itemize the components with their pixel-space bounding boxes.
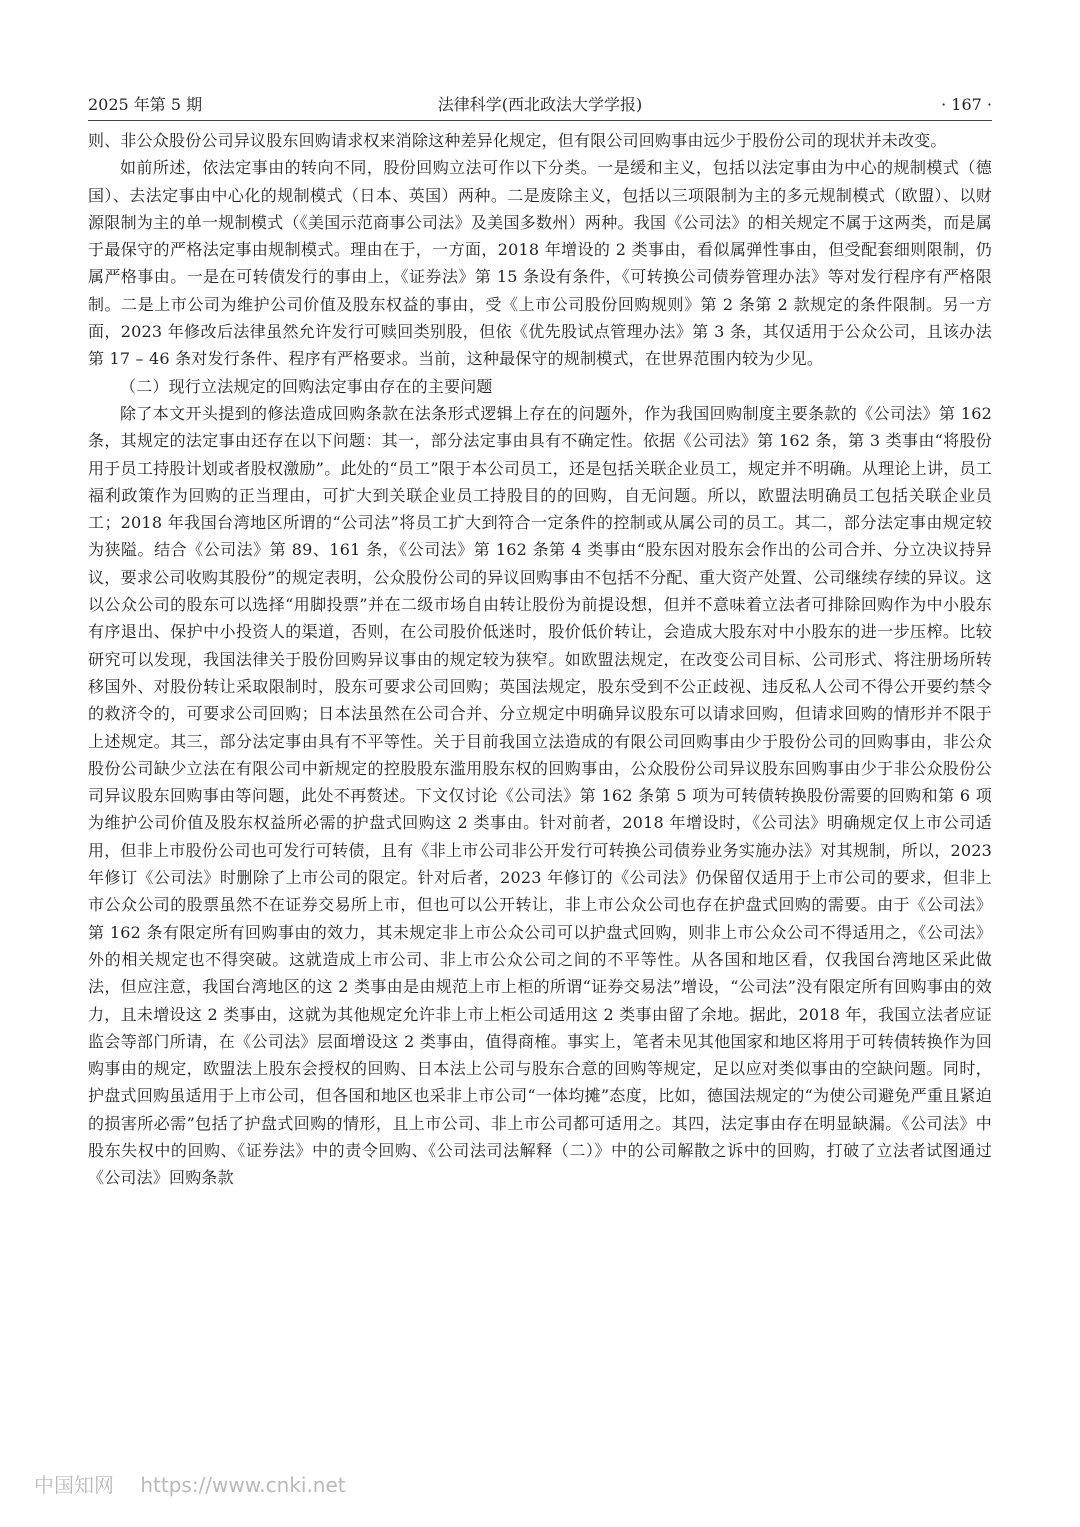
journal-title: 法律科学(西北政法大学学报) [437,95,643,114]
running-header [88,90,992,120]
paragraph-classification: 如前所述，依法定事由的转向不同，股份回购立法可作以下分类。一是缓和主义，包括以法定事由为中心的规制模式（德国）、去法定事由中心化的规制模式（日本、英国）两种。二是废除主义，包括以三项限制为主的多元规制模式（欧盟）、以财源限制为主的单一规制模式（《美国示范商事公司法》及美国多数州）两种。我国《公司法》的相关规定不属于这两类，而是属于最保守的严格法定事由规制模式。理由在于，一方面，2018 年增设的 2 类事由，看似属弹性事由，但受配套细则限制，仍属严格事由。一是在可转债发行的事由上，《证券法》第 15 条设有条件，《可转换公司债券管理办法》等对发行程序有严格限制。二是上市公司为维护公司价值及股东权益的事由，受《上市公司股份回购规则》第 2 条第 2 款规定的条件限制。另一方面，2023 年修改后法律虽然允许发行可赎回类别股，但依《优先股试点管理办法》第 3 条，其仅适用于公众公司，且该办法第 17 – 46 条对发行条件、程序有严格要求。当前，这种最保守的规制模式，在世界范围内较为少见。 [88,158,992,369]
site-url-watermark: https://www.cnki.net [140,1473,346,1497]
section-heading: （二）现行立法规定的回购法定事由存在的主要问题 [120,376,493,396]
article-body [88,127,992,1192]
page-number: · 167 · [941,95,992,114]
paragraph-continuation: 则、非公众股份公司异议股东回购请求权来消除这种差异化规定，但有限公司回购事由远少于股份公司的现状并未改变。 [88,131,947,150]
paragraph-problems: 除了本文开头提到的修法造成回购条款在法条形式逻辑上存在的问题外，作为我国回购制度主要条款的《公司法》第 162 条，其规定的法定事由还存在以下问题：其一，部分法定事由具有不确定性。依据《公司法》第 162 条，第 3 类事由“将股份用于员工持股计划或者股权激励”。此处的“员工”限于本公司员工，还是包括关联企业员工，规定并不明确。从理论上讲，员工福利政策作为回购的正当理由，可扩大到关联企业员工持股目的的回购，自无问题。所以，欧盟法明确员工包括关联企业员工；2018 年我国台湾地区所谓的“公司法”将员工扩大到符合一定条件的控制或从属公司的员工。其二，部分法定事由规定较为狭隘。结合《公司法》第 89、161 条，《公司法》第 162 条第 4 类事由“股东因对股东会作出的公司合并、分立决议持异议，要求公司收购其股份”的规定表明，公众股份公司的异议回购事由不包括不分配、重大资产处置、公司继续存续的异议。这以公众公司的股东可以选择“用脚投票”并在二级市场自由转让股份为前提设想，但并不意味着立法者可排除回购作为中小股东有序退出、保护中小投资人的渠道，否则，在公司股价低迷时，股价低价转让，会造成大股东对中小股东的进一步压榨。比较研究可以发现，我国法律关于股份回购异议事由的规定较为狭窄。如欧盟法规定，在改变公司目标、公司形式、将注册场所转移国外、对股份转让采取限制时，股东可要求公司回购；英国法规定，股东受到不公正歧视、违反私人公司不得公开要约禁令的救济令的，可要求公司回购；日本法虽然在公司合并、分立规定中明确异议股东可以请求回购，但请求回购的情形并不限于上述规定。其三，部分法定事由具有不平等性。关于目前我国立法造成的有限公司回购事由少于股份公司的回购事由，非公众股份公司缺少立法在有限公司中新规定的控股股东滥用股东权的回购事由，公众股份公司异议股东回购事由少于非公众股份公司异议股东回购事由等问题，此处不再赘述。下文仅讨论《公司法》第 162 条第 5 项为可转债转换股份需要的回购和第 6 项为维护公司价值及股东权益所必需的护盘式回购这 2 类事由。针对前者，2018 年增设时，《公司法》明确规定仅上市公司适用，但非上市股份公司也可发行可转债，且有《非上市公司非公开发行可转换公司债券业务实施办法》对其规制，所以，2023 年修订《公司法》时删除了上市公司的限定。针对后者，2023 年修订的《公司法》仍保留仅适用于上市公司的要求，但非上市公众公司的股票虽然不在证券交易所上市，但也可以公开转让，非上市公众公司也存在护盘式回购的需要。由于《公司法》第 162 条有限定所有回购事由的效力，其未规定非上市公众公司可以护盘式回购，则非上市公众公司不得适用之，《公司法》外的相关规定也不得突破。这就造成上市公司、非上市公众公司之间的不平等性。从各国和地区看，仅我国台湾地区采此做法，但应注意，我国台湾地区的这 2 类事由是由规范上市上柜的所谓“证券交易法”增设，“公司法”没有限定所有回购事由的效力，且未增设这 2 类事由，这就为其他规定允许非上市上柜公司适用这 2 类事由留了余地。据此，2018 年，我国立法者应证监会等部门所请，在《公司法》层面增设这 2 类事由，值得商榷。事实上，笔者未见其他国家和地区将用于可转债转换作为回购事由的规定，欧盟法上股东会授权的回购、日本法上公司与股东合意的回购等规定，足以应对类似事由的空缺问题。同时，护盘式回购虽适用于上市公司，但各国和地区也采非上市公司“一体均摊”态度，比如，德国法规定的“为使公司避免严重且紧迫的损害所必需”包括了护盘式回购的情形，且上市公司、非上市公司都可适用之。其四，法定事由存在明显缺漏。《公司法》中股东失权中的回购、《证券法》中的责令回购、《公司法司法解释（二）》中的公司解散之诉中的回购，打破了立法者试图通过《公司法》回购条款 [88,403,992,1188]
watermark-footer [34,1468,346,1502]
header-divider [88,120,992,121]
issue-label: 2025 年第 5 期 [88,95,203,114]
site-name-watermark: 中国知网 [34,1473,114,1497]
